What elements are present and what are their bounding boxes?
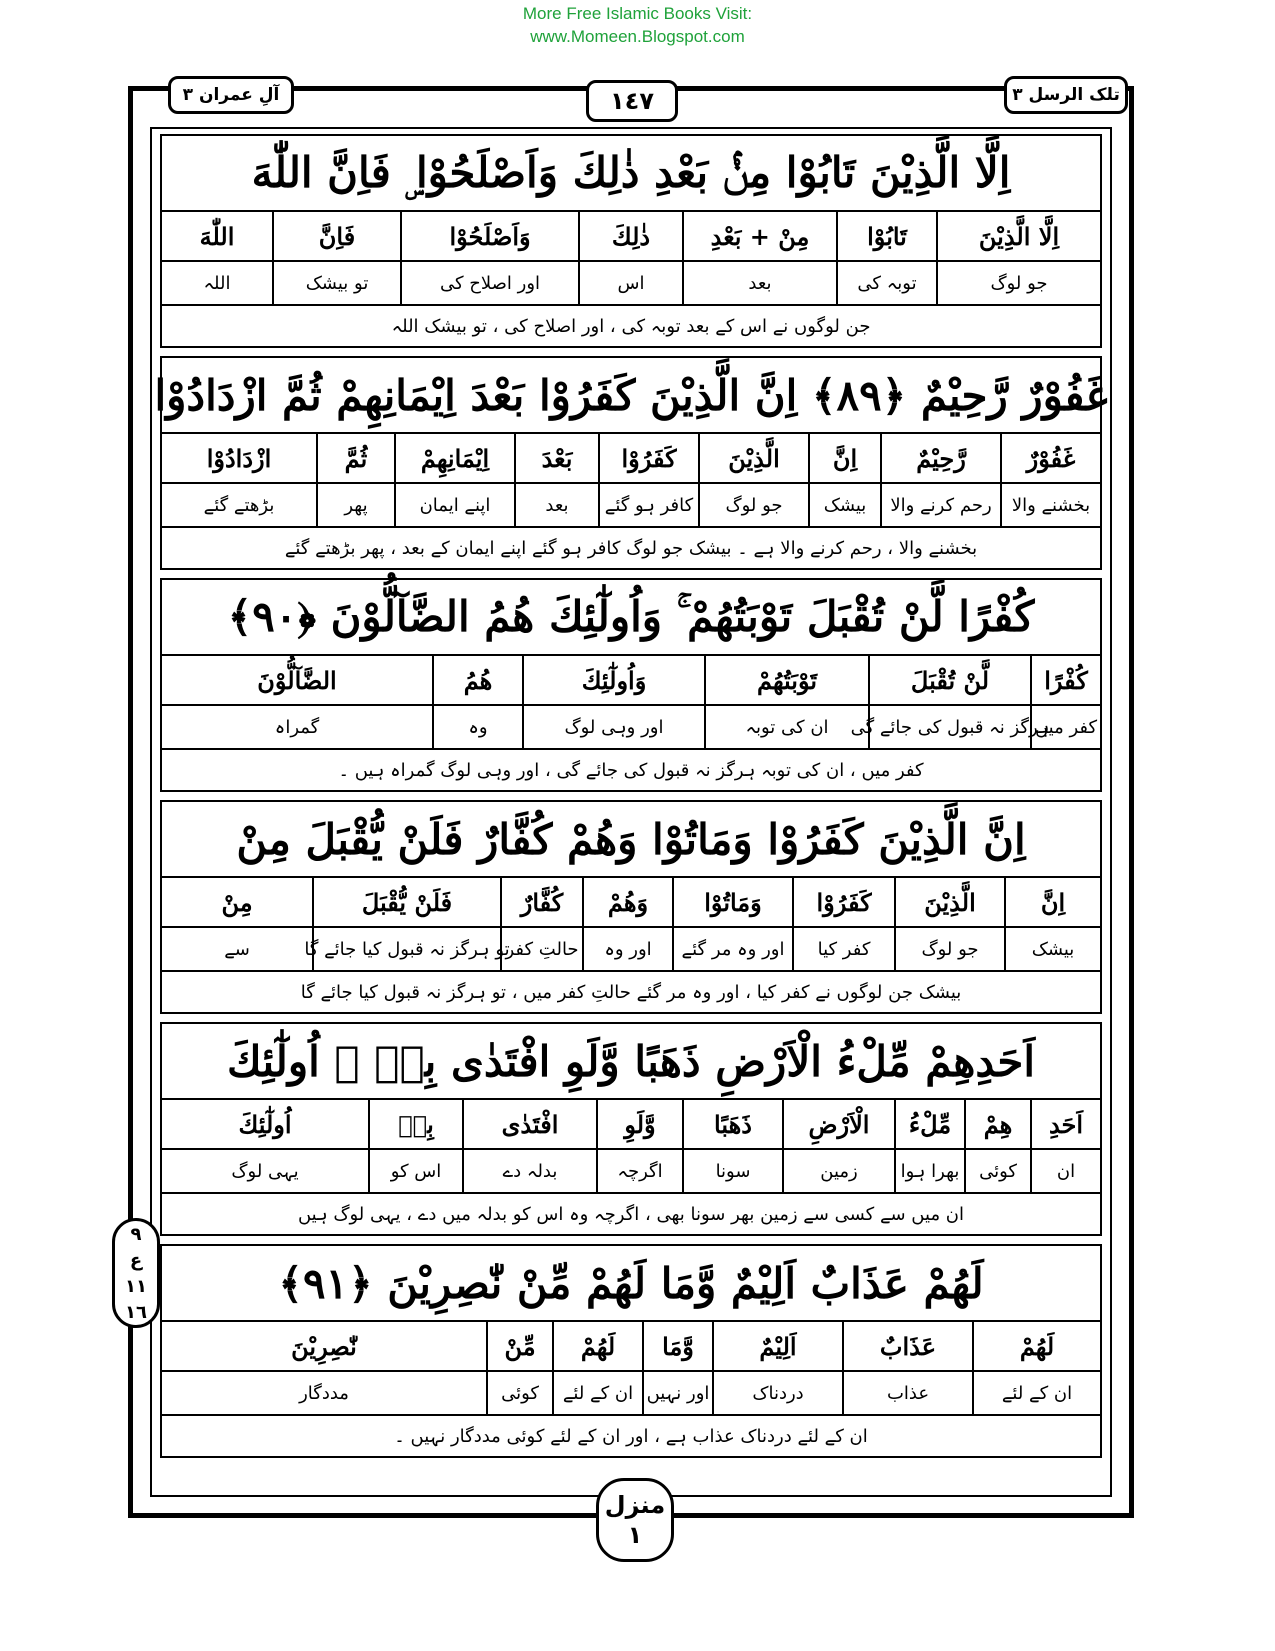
meaning-cell: ہرگز نہ قبول کی جائے گی: [868, 706, 1030, 748]
meaning-row: [162, 1150, 1100, 1194]
word-cell: وَمَاتُوْا: [672, 878, 792, 926]
meaning-cell: ان کی توبہ: [704, 706, 868, 748]
translation-line: ان کے لئے دردناک عذاب ہے ، اور ان کے لئے کوئی مددگار نہیں ۔: [394, 1425, 868, 1447]
word-cell: بَعْدَ: [514, 434, 598, 482]
word-cell: لَهُمْ: [972, 1322, 1100, 1370]
meaning-cell: زمین: [782, 1150, 894, 1192]
word-cell: عَذَابٌ: [842, 1322, 972, 1370]
word-cell: افْتَدٰى: [462, 1100, 596, 1148]
word-cell: نّٰصِرِيْنَ: [291, 1331, 357, 1361]
word-row: [162, 878, 1100, 928]
word-cell: تَوْبَتُهُمْ: [704, 656, 868, 704]
meaning-cell: کوئی: [486, 1372, 552, 1414]
translation-line: بیشک جن لوگوں نے کفر کیا ، اور وہ مر گئے حالتِ کفر میں ، تو ہرگز نہ قبول کیا جائے گا: [300, 981, 962, 1003]
verse-line: اَحَدِهِمْ مِّلْءُ الْاَرْضِ ذَهَبًا وَّلَوِ افْتَدٰى بِهٖ ۭ اُولٰٓئِكَ: [162, 1024, 1100, 1100]
word-cell: مِّنْ: [486, 1322, 552, 1370]
word-cell: مِّلْءُ: [894, 1100, 964, 1148]
manzil-label: منزل: [604, 1491, 666, 1519]
surah-name-label: آلِ عمران ٣: [168, 76, 294, 114]
translation-line: بخشنے والا ، رحم کرنے والا ہے ۔ بیشک جو لوگ کافر ہو گئے اپنے ایمان کے بعد ، پھر بڑھتے گئے: [284, 537, 978, 559]
word-cell: رَّحِيْمٌ: [880, 434, 1000, 482]
meaning-cell: بعد: [514, 484, 598, 526]
word-cell: مِنْ + بَعْدِ: [682, 212, 836, 260]
meaning-row: [162, 928, 1100, 972]
word-cell: كَفَرُوْا: [598, 434, 698, 482]
meaning-cell: وہ: [432, 706, 522, 748]
ruku-top: ٩: [130, 1223, 142, 1245]
word-cell: اِنَّ: [808, 434, 880, 482]
word-cell: ثُمَّ: [316, 434, 394, 482]
meaning-cell: سے: [224, 938, 250, 960]
word-cell: ذَهَبًا: [682, 1100, 782, 1148]
meaning-cell: کفر میں: [1030, 706, 1100, 748]
meaning-row: [162, 1372, 1100, 1416]
word-row: [162, 656, 1100, 706]
manzil-number: ١: [627, 1521, 643, 1549]
meaning-cell: بعد: [682, 262, 836, 304]
verse-block: [160, 578, 1102, 792]
meaning-cell: اور وہی لوگ: [522, 706, 704, 748]
meaning-cell: ان: [1030, 1150, 1100, 1192]
verse-content: [154, 134, 1108, 1466]
juz-name-label: تلک الرسل ٣: [1004, 76, 1128, 114]
meaning-cell: کوئی: [964, 1150, 1030, 1192]
word-cell: ذٰلِكَ: [578, 212, 682, 260]
meaning-cell: بھرا ہوا: [894, 1150, 964, 1192]
ruku-bottom: ١٦: [125, 1301, 147, 1323]
meaning-cell: سونا: [682, 1150, 782, 1192]
word-cell: اِلَّا الَّذِيْنَ: [936, 212, 1100, 260]
meaning-cell: جو لوگ: [698, 484, 808, 526]
word-cell: لَهُمْ: [552, 1322, 642, 1370]
word-cell: اَحَدِ: [1030, 1100, 1100, 1148]
meaning-cell: پھر: [316, 484, 394, 526]
word-cell: وَهُمْ: [582, 878, 672, 926]
word-cell: كُفْرًا: [1030, 656, 1100, 704]
meaning-cell: اور اصلاح کی: [400, 262, 578, 304]
meaning-cell: بڑھتے گئے: [203, 494, 275, 516]
ruku-marker: [112, 1218, 160, 1328]
word-cell: اِيْمَانِهِمْ: [394, 434, 514, 482]
meaning-cell: بیشک: [808, 484, 880, 526]
meaning-cell: اس کو: [368, 1150, 462, 1192]
meaning-cell: ان کے لئے: [972, 1372, 1100, 1414]
meaning-cell: بدلہ دے: [462, 1150, 596, 1192]
meaning-cell: اگرچہ: [596, 1150, 682, 1192]
word-cell: اُولٰٓئِكَ: [238, 1109, 292, 1139]
meaning-row: [162, 706, 1100, 750]
word-cell: اِنَّ: [1004, 878, 1100, 926]
translation-line: جن لوگوں نے اس کے بعد توبہ کی ، اور اصلاح کی ، تو بیشک اللہ: [391, 315, 871, 337]
word-cell: الضَّآلُّوْنَ: [257, 665, 337, 695]
verse-line: اِنَّ الَّذِيْنَ كَفَرُوْا وَمَاتُوْا وَهُمْ كُفَّارٌ فَلَنْ يُّقْبَلَ مِنْ: [162, 802, 1100, 878]
translation-line: ان میں سے کسی سے زمین بھر سونا بھی ، اگرچہ وہ اس کو بدلہ میں دے ، یہی لوگ ہیں: [297, 1203, 965, 1225]
word-cell: كَفَرُوْا: [792, 878, 894, 926]
word-cell: اَلِيْمٌ: [712, 1322, 842, 1370]
word-cell: الْاَرْضِ: [782, 1100, 894, 1148]
word-cell: فَلَنْ يُّقْبَلَ: [312, 878, 500, 926]
meaning-cell: اور وہ: [582, 928, 672, 970]
meaning-cell: اپنے ایمان: [394, 484, 514, 526]
word-cell: وَّلَوِ: [596, 1100, 682, 1148]
word-cell: وَاَصْلَحُوْا: [400, 212, 578, 260]
meaning-cell: تو ہرگز نہ قبول کیا جائے گا: [312, 928, 500, 970]
manzil-marker: [596, 1478, 674, 1562]
verse-block: [160, 134, 1102, 348]
meaning-row: [162, 262, 1100, 306]
meaning-cell: عذاب: [842, 1372, 972, 1414]
word-cell: وَاُولٰٓئِكَ: [522, 656, 704, 704]
meaning-cell: مددگار: [299, 1382, 349, 1404]
word-cell: بِهٖ: [368, 1100, 462, 1148]
verse-block: [154, 356, 1108, 570]
word-cell: اللّٰهَ: [199, 221, 235, 251]
meaning-cell: بخشنے والا: [1000, 484, 1100, 526]
word-cell: لَّنْ تُقْبَلَ: [868, 656, 1030, 704]
ruku-middle: ع: [129, 1249, 143, 1271]
meaning-cell: گمراہ: [274, 716, 320, 738]
word-cell: هِمْ: [964, 1100, 1030, 1148]
meaning-cell: یہی لوگ: [231, 1160, 299, 1182]
meaning-cell: توبہ کی: [836, 262, 936, 304]
meaning-cell: کافر ہو گئے: [598, 484, 698, 526]
word-cell: الَّذِيْنَ: [894, 878, 1004, 926]
verse-block: [160, 1244, 1102, 1458]
ruku-number: ١١: [125, 1275, 147, 1297]
verse-line: غَفُوْرٌ رَّحِيْمٌ ﴿٨٩﴾ اِنَّ الَّذِيْنَ كَفَرُوْا بَعْدَ اِيْمَانِهِمْ ثُمَّ ازْدَادُوْا: [162, 358, 1100, 434]
meaning-cell: اور وہ مر گئے: [672, 928, 792, 970]
watermark-line-1: More Free Islamic Books Visit:: [522, 4, 753, 23]
meaning-row: [162, 484, 1100, 528]
watermark-link[interactable]: www.Momeen.Blogspot.com: [530, 27, 745, 46]
meaning-cell: اور نہیں: [642, 1372, 712, 1414]
word-cell: فَاِنَّ: [272, 212, 400, 260]
word-cell: كُفَّارٌ: [500, 878, 582, 926]
word-cell: تَابُوْا: [836, 212, 936, 260]
page-number: ١٤٧: [586, 80, 678, 122]
word-row: [162, 1322, 1100, 1372]
word-cell: هُمُ: [432, 656, 522, 704]
meaning-cell: اس: [578, 262, 682, 304]
verse-block: [160, 1022, 1102, 1236]
word-cell: الَّذِيْنَ: [698, 434, 808, 482]
word-cell: وَّمَا: [642, 1322, 712, 1370]
word-cell: ازْدَادُوْا: [206, 443, 272, 473]
meaning-cell: دردناک: [712, 1372, 842, 1414]
verse-block: [160, 800, 1102, 1014]
verse-line: كُفْرًا لَّنْ تُقْبَلَ تَوْبَتُهُمْ ۚ وَاُولٰٓئِكَ هُمُ الضَّآلُّوْنَ ﴿٩٠﴾: [162, 580, 1100, 656]
meaning-cell: جو لوگ: [936, 262, 1100, 304]
meaning-cell: ان کے لئے: [552, 1372, 642, 1414]
meaning-cell: جو لوگ: [894, 928, 1004, 970]
word-row: [162, 212, 1100, 262]
word-row: [162, 434, 1100, 484]
translation-line: کفر میں ، ان کی توبہ ہرگز نہ قبول کی جائے گی ، اور وہی لوگ گمراہ ہیں ۔: [338, 759, 924, 781]
verse-line: اِلَّا الَّذِيْنَ تَابُوْا مِنْۢ بَعْدِ ذٰلِكَ وَاَصْلَحُوْا ۣ فَاِنَّ اللّٰهَ: [162, 136, 1100, 212]
meaning-cell: رحم کرنے والا: [880, 484, 1000, 526]
meaning-cell: اللہ: [203, 272, 231, 294]
word-cell: غَفُوْرٌ: [1000, 434, 1100, 482]
meaning-cell: تو بیشک: [272, 262, 400, 304]
watermark: [0, 2, 1275, 48]
meaning-cell: حالتِ کفر: [500, 928, 582, 970]
meaning-cell: کفر کیا: [792, 928, 894, 970]
word-row: [162, 1100, 1100, 1150]
verse-line: لَهُمْ عَذَابٌ اَلِيْمٌ وَّمَا لَهُمْ مِّنْ نّٰصِرِيْنَ ﴿٩١﴾: [162, 1246, 1100, 1322]
meaning-cell: بیشک: [1004, 928, 1100, 970]
word-cell: مِنْ: [221, 887, 253, 917]
